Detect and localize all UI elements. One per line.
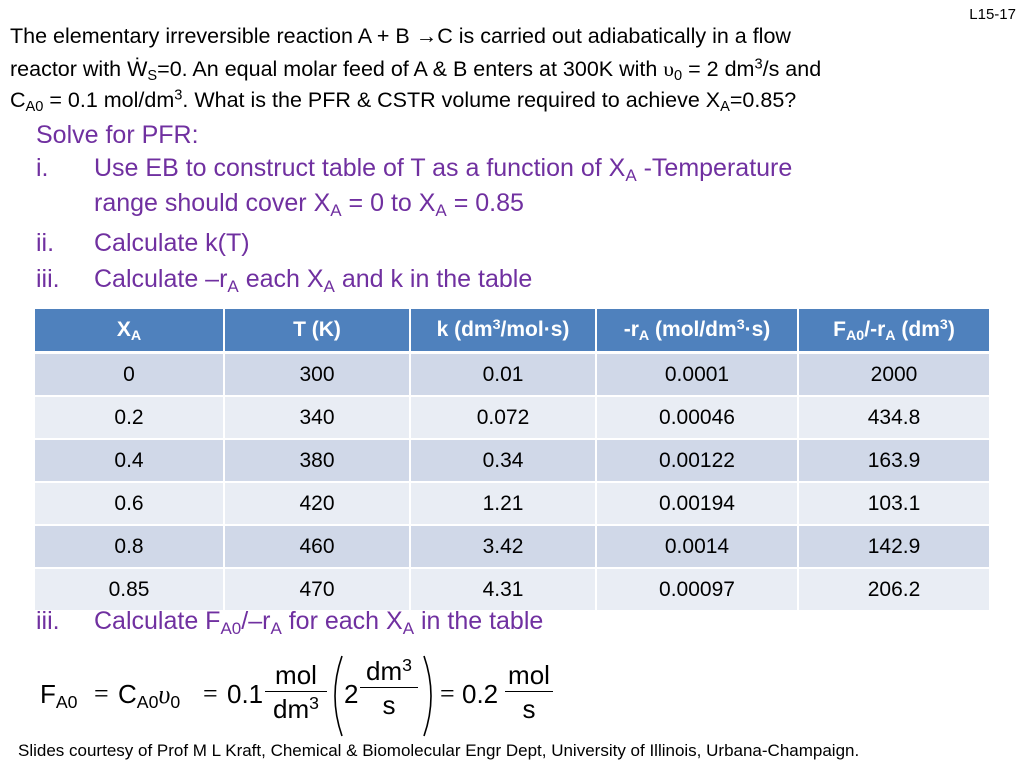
eq-fa0: $F_{A0}$ <box>40 679 78 712</box>
table-header-row <box>35 309 990 353</box>
eq-coefficient-2: 2 <box>344 679 359 709</box>
step-2: ii. Calculate k(T) <box>36 229 250 257</box>
data-table <box>35 309 991 612</box>
arrow-icon: → <box>415 24 438 48</box>
problem-line-1: The elementary irreversible reaction A + B →C is carried out adiabatically in a flow <box>10 24 791 48</box>
eq-fraction-mol-dm3: mol $dm^3$ <box>265 660 327 725</box>
eq-value-0-2: 0.2 <box>462 679 499 709</box>
header-fa0-ra: $F_{A0}/-r_A$ $(dm^3)$ <box>798 309 990 353</box>
table-row: 0.85 470 4.31 0.00097 206.2 <box>35 568 990 611</box>
table-row: 0.2 340 0.072 0.00046 434.8 <box>35 396 990 439</box>
step-3: iii. Calculate $-r_A$ each $X_A$ and k in the table <box>36 265 533 296</box>
footer-credit: Slides courtesy of Prof M L Kraft, Chemical & Biomolecular Engr Dept, University of Illinois, Urbana-Champaign. <box>18 741 860 760</box>
table-row: 0.8 460 3.42 0.0014 142.9 <box>35 525 990 568</box>
eq-ca0: $C_{A0}\upsilon_0$ <box>118 679 181 712</box>
problem-line-2: reactor with Ẇ$_S$=0. An equal molar feed of A & B enters at 300K with $\upsilon_0 = 2$ $dm^3/s$ and <box>10 56 822 85</box>
eq-fraction-mol-s: mol s <box>505 660 553 725</box>
step-1: i. Use EB to construct table of T as a function of $X_A$ -Temperature <box>36 154 793 185</box>
eq-equals-1: = <box>94 679 109 708</box>
solve-heading: Solve for PFR: <box>36 121 199 149</box>
table-row: 0.4 380 0.34 0.00122 163.9 <box>35 439 990 482</box>
eq-equals-2: = <box>203 679 218 708</box>
table-row: 0.6 420 1.21 0.00194 103.1 <box>35 482 990 525</box>
header-ra: $-r_A$ $(mol/dm^3\cdot s)$ <box>596 309 798 353</box>
problem-line-3: $C_{A0} = 0.1$ mol/$dm^3$. What is the PFR & CSTR volume required to achieve $X_A=0.85$? <box>10 87 797 116</box>
header-k: k $(dm^3/mol\cdot s)$ <box>410 309 596 353</box>
step-1-line-2: range should cover $X_A = 0$ to $X_A = 0.85$ <box>94 189 524 220</box>
slide-number: L15-17 <box>969 6 1016 23</box>
eq-fraction-dm3-s: $\frac{dm^3}{s}$ <box>360 656 418 721</box>
eq-equals-3: = <box>440 679 455 708</box>
header-xa: $X_A$ <box>35 309 224 353</box>
step-4: iii. Calculate $F_{A0}/-r_A$ for each $X_A$ in the table <box>36 607 544 638</box>
table-row: 0 300 0.01 0.0001 2000 <box>35 353 990 397</box>
header-t: T (K) <box>224 309 410 353</box>
eq-value-0-1: 0.1 <box>227 679 264 709</box>
